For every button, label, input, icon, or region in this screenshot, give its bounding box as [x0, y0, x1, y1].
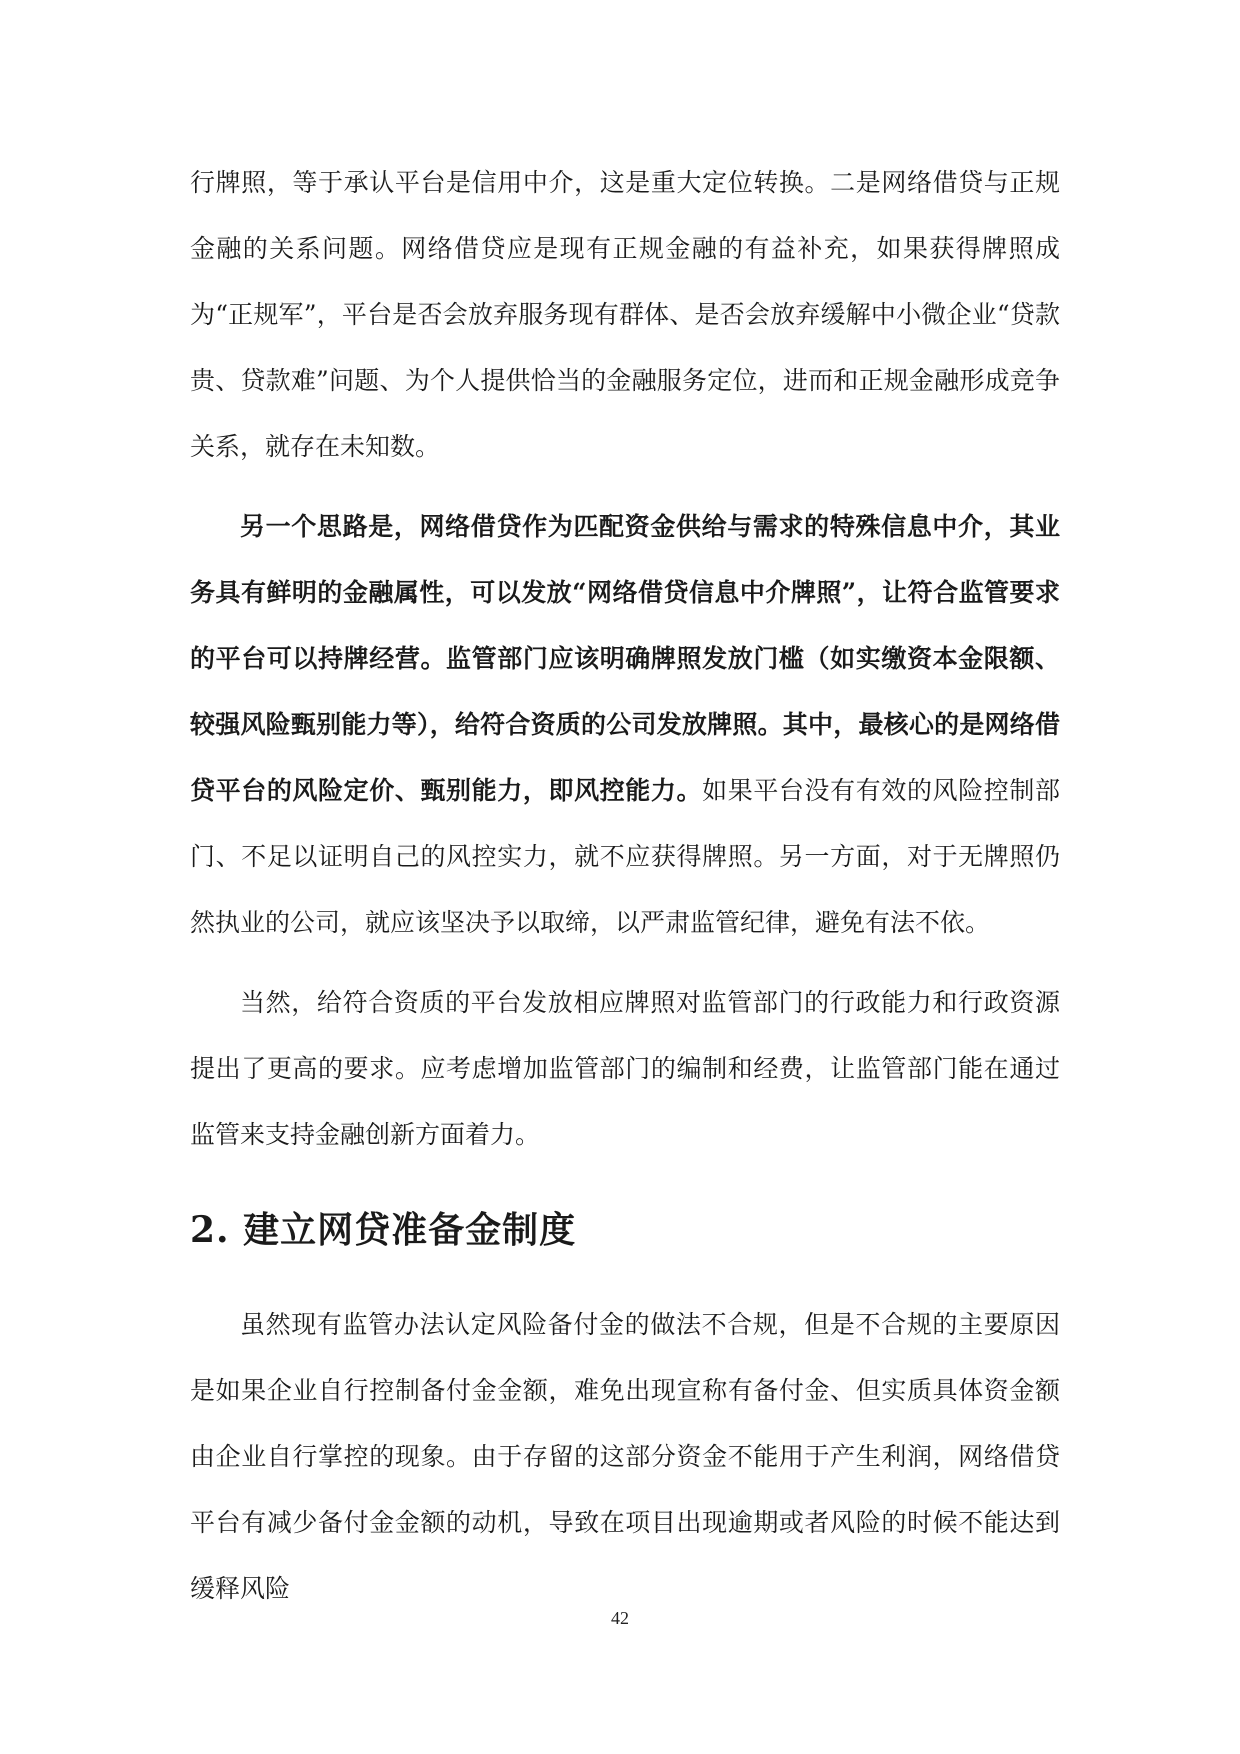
paragraph-4: [190, 1292, 1060, 1622]
paragraph-3: [190, 970, 1060, 1168]
section-heading: 2. 建立网贷准备金制度: [190, 1209, 577, 1251]
paragraph-1-text: 行牌照，等于承认平台是信用中介，这是重大定位转换。二是网络借贷与正规金融的关系问题。网络借贷应是现有正规金融的有益补充，如果获得牌照成为“正规军”，平台是否会放弃服务现有群体、是否会放弃缓解中小微企业“贷款贵、贷款难”问题、为个人提供恰当的金融服务定位，进而和正规金融形成竞争关系，就存在未知数。: [190, 168, 1060, 461]
page-number: 42: [611, 1608, 629, 1628]
paragraph-2-text: 如果平台没有有效的风险控制部门、不足以证明自己的风控实力，就不应获得牌照。另一方面，对于无牌照仍然执业的公司，就应该坚决予以取缔，以严肃监管纪律，避免有法不依。: [190, 776, 1060, 937]
paragraph-2-bold-text: 另一个思路是，网络借贷作为匹配资金供给与需求的特殊信息中介，其业务具有鲜明的金融属性，可以发放“网络借贷信息中介牌照”，让符合监管要求的平台可以持牌经营。监管部门应该明确牌照发放门槛（如实缴资本金限额、较强风险甄别能力等），给符合资质的公司发放牌照。其中，最核心的是网络借贷平台的风险定价、甄别能力，即风控能力。: [190, 512, 1060, 805]
document-page: [190, 150, 1060, 1650]
paragraph-4-text: 虽然现有监管办法认定风险备付金的做法不合规，但是不合规的主要原因是如果企业自行控制备付金金额，难免出现宣称有备付金、但实质具体资金额由企业自行掌控的现象。由于存留的这部分资金不能用于产生利润，网络借贷平台有减少备付金金额的动机，导致在项目出现逾期或者风险的时候不能达到缓释风险: [190, 1310, 1060, 1603]
paragraph-1: [190, 150, 1060, 480]
paragraph-2: [190, 494, 1060, 956]
paragraph-3-text: 当然，给符合资质的平台发放相应牌照对监管部门的行政能力和行政资源提出了更高的要求。应考虑增加监管部门的编制和经费，让监管部门能在通过监管来支持金融创新方面着力。: [190, 988, 1060, 1149]
